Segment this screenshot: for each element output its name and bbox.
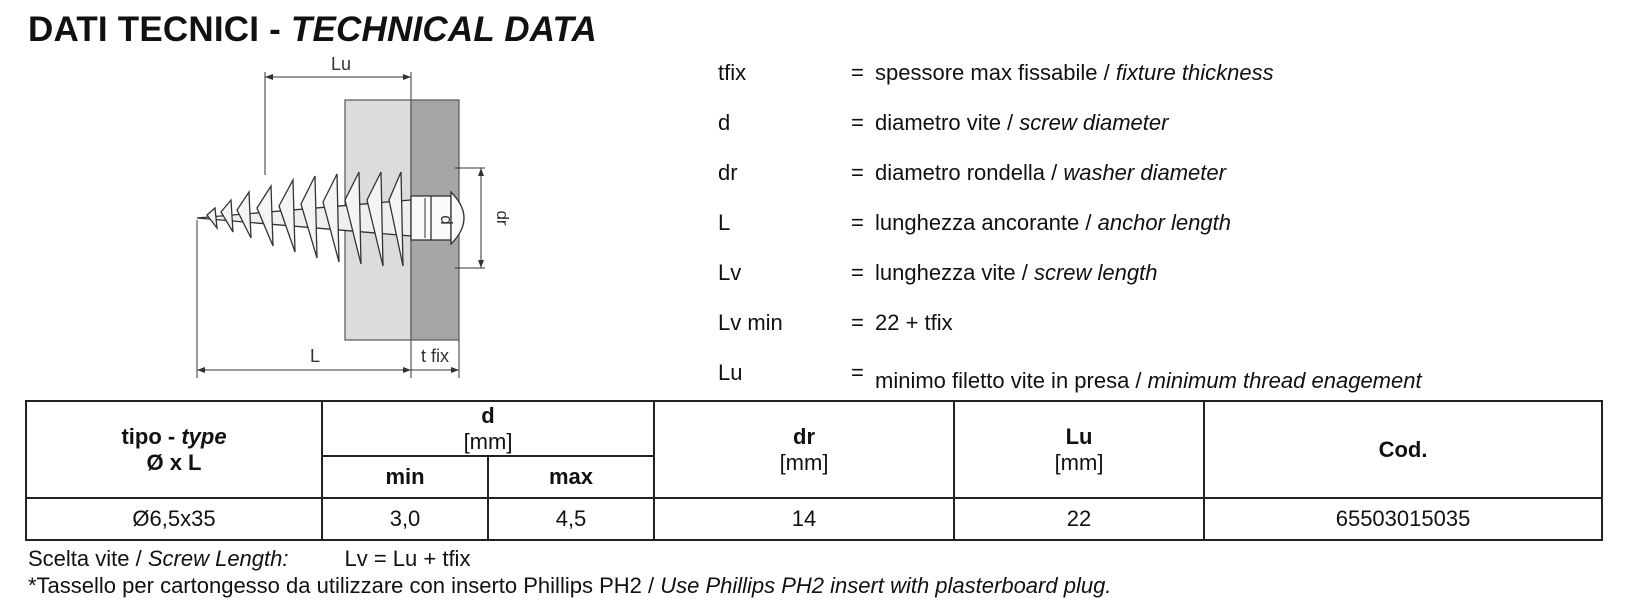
header-d-min: min bbox=[322, 456, 488, 498]
definition-symbol: L bbox=[718, 210, 731, 235]
cell-type: Ø6,5x35 bbox=[26, 498, 322, 540]
header-type: tipo - type Ø x L bbox=[26, 401, 322, 498]
label-d: d bbox=[437, 215, 456, 225]
header-dr: dr [mm] bbox=[654, 401, 954, 498]
definition-symbol: Lu bbox=[718, 360, 743, 385]
header-cod: Cod. bbox=[1204, 401, 1602, 498]
cell-d-min: 3,0 bbox=[322, 498, 488, 540]
spec-table bbox=[25, 400, 1603, 541]
definition-text: spessore max fissabile / fixture thickness bbox=[875, 60, 1274, 85]
definition-symbol: Lv min bbox=[718, 310, 783, 335]
header-d: d [mm] bbox=[322, 401, 654, 456]
definition-symbol: tfix bbox=[718, 60, 747, 85]
title-italic: TECHNICAL DATA bbox=[290, 10, 598, 49]
page-title bbox=[28, 10, 597, 50]
definition-equals: = bbox=[851, 360, 864, 385]
definition-text: minimo filetto vite in presa / minimum thread enagement bbox=[875, 368, 1422, 393]
definition-text: diametro rondella / washer diameter bbox=[875, 160, 1226, 185]
notes bbox=[28, 545, 1111, 599]
title-main: DATI TECNICI - bbox=[28, 10, 291, 49]
definition-text: lunghezza vite / screw length bbox=[875, 260, 1158, 285]
definition-text: diametro vite / screw diameter bbox=[875, 110, 1169, 135]
label-dr: dr bbox=[493, 210, 512, 226]
definition-equals: = bbox=[851, 310, 864, 335]
definition-symbol: dr bbox=[718, 160, 738, 185]
note-plasterboard: *Tassello per cartongesso da utilizzare con inserto Phillips PH2 / Use Phillips PH2 insert with plasterboard plug. bbox=[28, 573, 1112, 598]
definition-equals: = bbox=[851, 60, 864, 85]
header-d-max: max bbox=[488, 456, 654, 498]
cell-dr: 14 bbox=[654, 498, 954, 540]
table-row bbox=[26, 498, 1602, 540]
definition-symbol: d bbox=[718, 110, 731, 135]
table-header-row bbox=[26, 401, 1602, 456]
label-lu: Lu bbox=[330, 54, 352, 74]
cell-lu: 22 bbox=[954, 498, 1204, 540]
definition-equals: = bbox=[851, 160, 864, 185]
label-l: L bbox=[309, 346, 321, 366]
definition-equals: = bbox=[851, 210, 864, 235]
cell-d-max: 4,5 bbox=[488, 498, 654, 540]
header-lu: Lu [mm] bbox=[954, 401, 1204, 498]
definition-equals: = bbox=[851, 110, 864, 135]
cell-cod: 65503015035 bbox=[1204, 498, 1602, 540]
definition-text: 22 + tfix bbox=[875, 310, 953, 335]
note-screw-length: Scelta vite / Screw Length: Lv = Lu + tfix bbox=[28, 546, 471, 571]
label-tfix: t fix bbox=[420, 346, 450, 366]
anchor-drawing bbox=[185, 54, 512, 390]
definition-symbol: Lv bbox=[718, 260, 742, 285]
definition-text: lunghezza ancorante / anchor length bbox=[875, 210, 1231, 235]
definition-equals: = bbox=[851, 260, 864, 285]
